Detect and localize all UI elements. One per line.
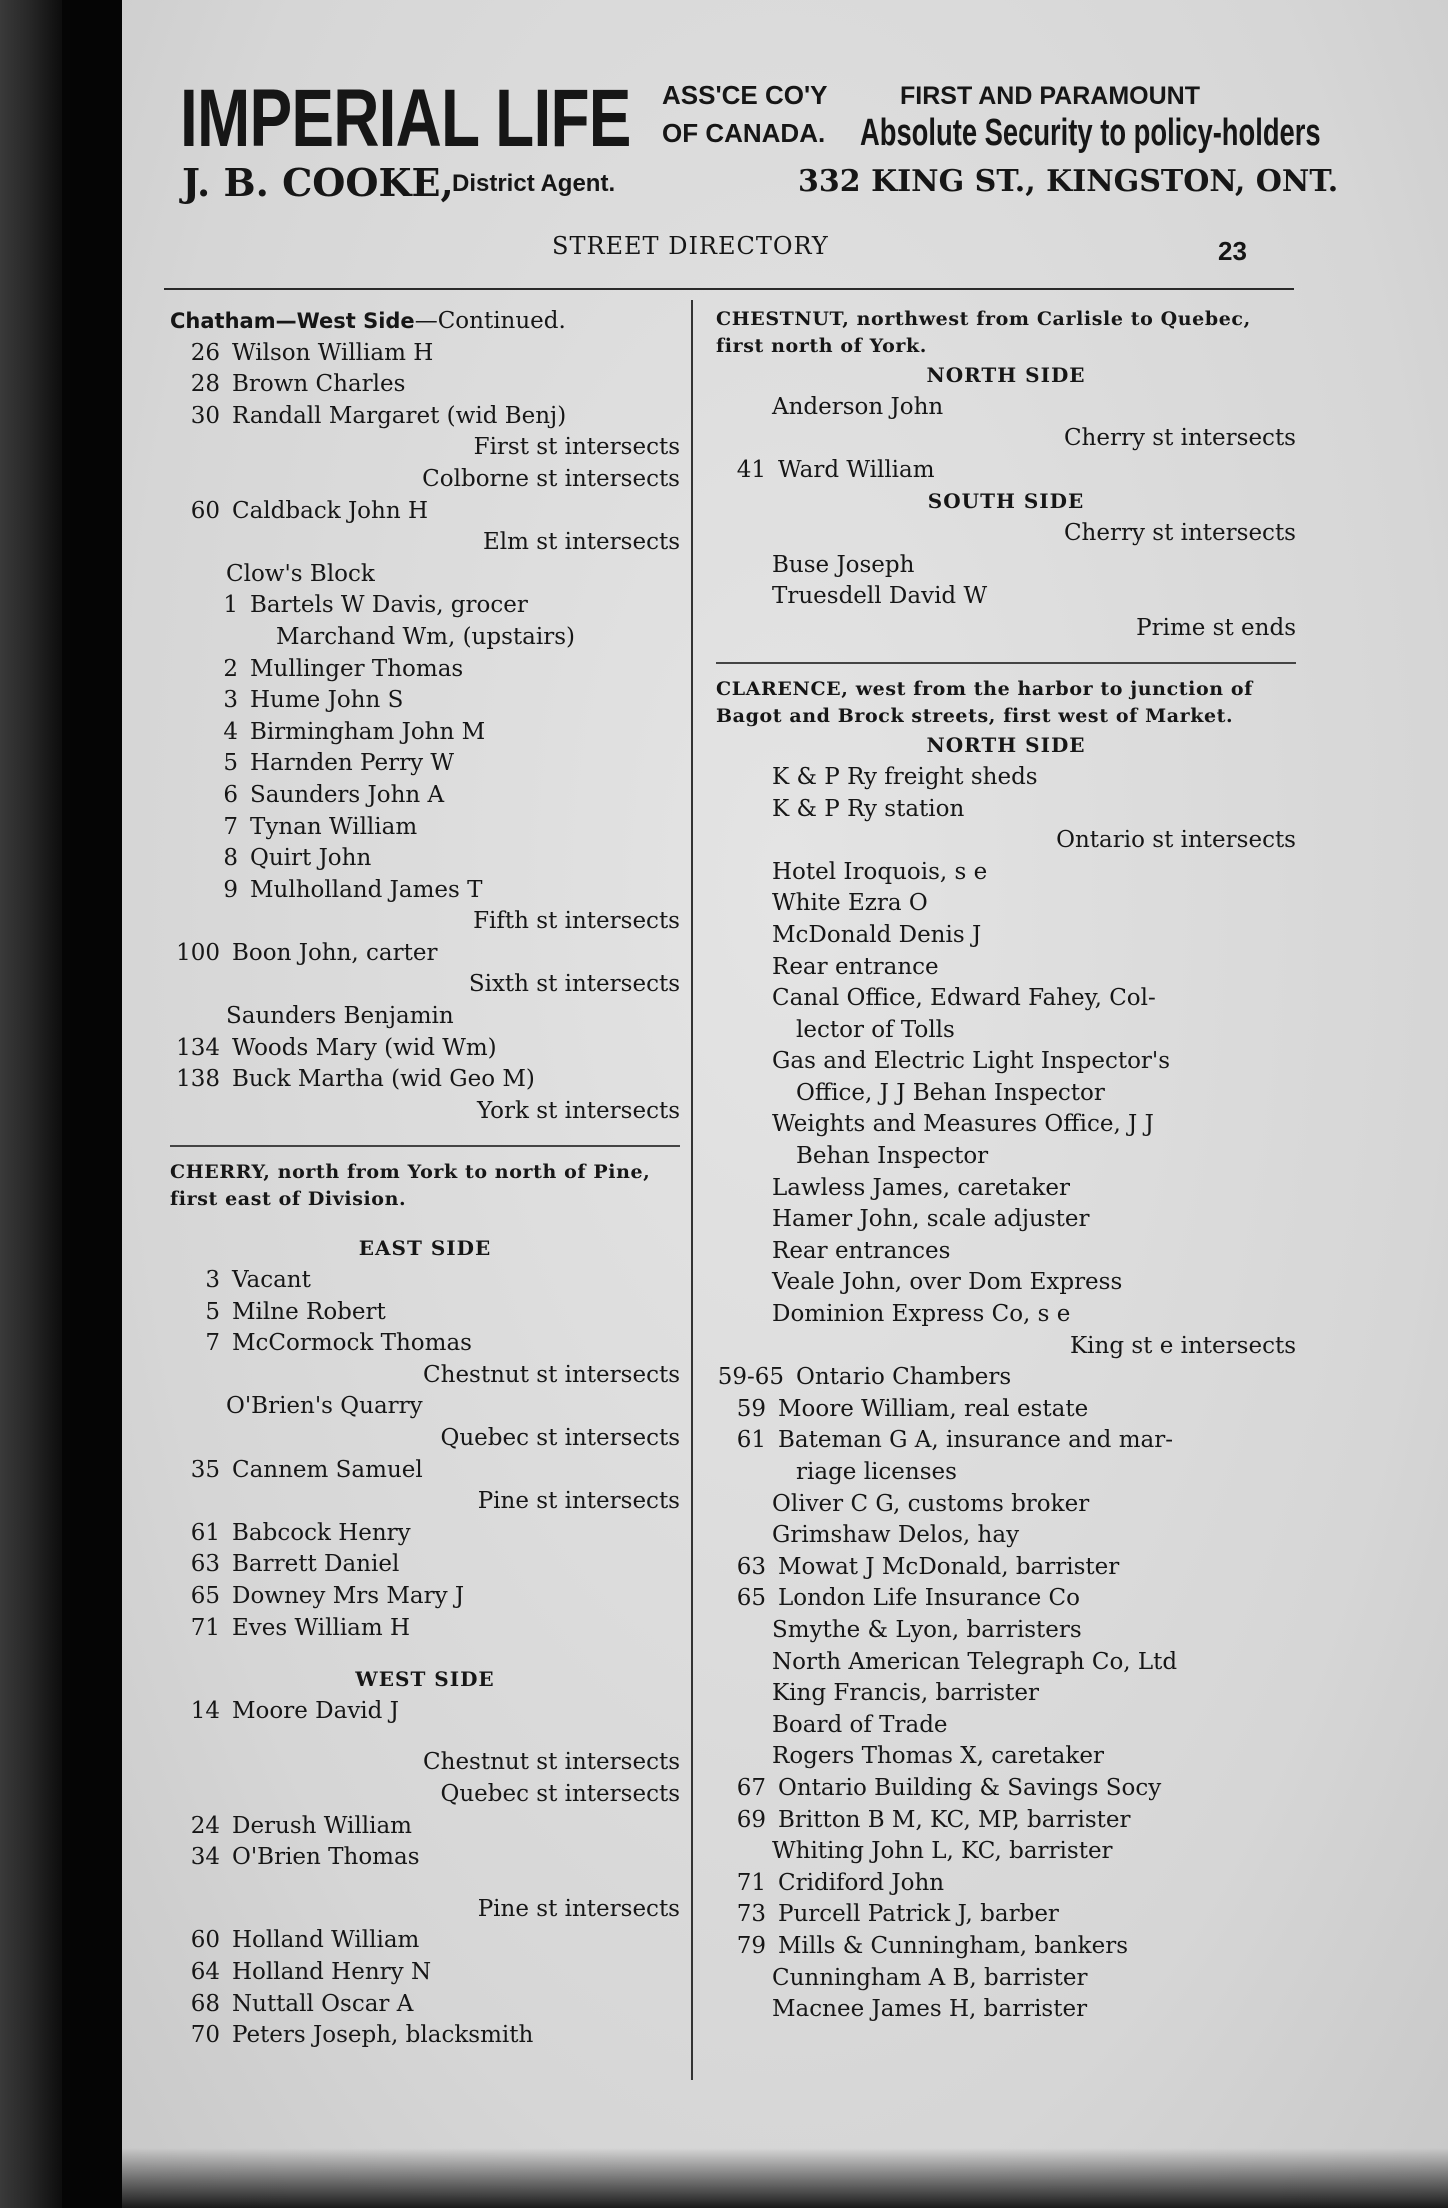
- directory-entry: [716, 1805, 1296, 1837]
- resident-name: Tynan William: [250, 813, 418, 840]
- resident-name: Birmingham John M: [250, 718, 486, 745]
- directory-entry: [170, 748, 680, 780]
- house-number: 73: [736, 1901, 766, 1928]
- resident-name: Mowat J McDonald, barrister: [778, 1553, 1120, 1580]
- resident-name: Clow's Block: [226, 560, 375, 587]
- house-number: 9: [223, 876, 238, 903]
- house-number: 34: [190, 1844, 220, 1871]
- film-left-edge: [0, 0, 62, 2208]
- directory-entry: [716, 920, 1296, 952]
- resident-name: Derush William: [232, 1812, 412, 1839]
- resident-name: Nuttall Oscar A: [232, 1990, 414, 2017]
- intersection-note: [170, 464, 680, 496]
- intersection-text: Ontario st intersects: [1056, 827, 1296, 854]
- resident-name: Ontario Chambers: [796, 1364, 1012, 1391]
- resident-name: Oliver C G, customs broker: [772, 1490, 1090, 1517]
- street-description: CHERRY, north from York to north of Pine, first east of Division.: [170, 1161, 651, 1211]
- directory-entry: [170, 1328, 680, 1360]
- resident-name: Bartels W Davis, grocer: [250, 592, 528, 619]
- house-number: 65: [736, 1585, 766, 1612]
- resident-name: Woods Mary (wid Wm): [232, 1034, 497, 1061]
- ad-company-name: IMPERIAL LIFE: [180, 73, 631, 164]
- directory-entry: [170, 369, 680, 401]
- resident-name: Holland Henry N: [232, 1958, 432, 1985]
- intersection-text: Elm st intersects: [483, 529, 680, 556]
- resident-name: Grimshaw Delos, hay: [772, 1522, 1020, 1549]
- directory-entry: [170, 875, 680, 907]
- side-label: [716, 730, 1296, 762]
- directory-entry: [170, 1391, 680, 1423]
- column-divider: [691, 300, 693, 2080]
- house-number: 3: [205, 1267, 220, 1294]
- intersection-text: Chestnut st intersects: [423, 1361, 680, 1388]
- intersection-note: [170, 1747, 680, 1779]
- resident-name: Dominion Express Co, s e: [772, 1301, 1071, 1328]
- resident-name: McDonald Denis J: [772, 921, 982, 948]
- ad-address: 332 KING ST., KINGSTON, ONT.: [798, 164, 1339, 199]
- intersection-text: Colborne st intersects: [422, 465, 680, 492]
- directory-entry: [716, 455, 1296, 487]
- directory-entry: [716, 1583, 1296, 1615]
- directory-entry: [170, 717, 680, 749]
- street-heading-bold: Chatham—West Side: [170, 309, 415, 333]
- directory-entry: [170, 1455, 680, 1487]
- house-number: 28: [190, 371, 220, 398]
- resident-name: Barrett Daniel: [232, 1551, 400, 1578]
- resident-name: Moore William, real estate: [778, 1395, 1089, 1422]
- resident-name: Canal Office, Edward Fahey, Col-: [772, 985, 1156, 1012]
- resident-name: Rear entrance: [772, 953, 939, 980]
- resident-name: Babcock Henry: [232, 1519, 411, 1546]
- spacer: [170, 1644, 680, 1664]
- directory-entry: [170, 1957, 680, 1989]
- intersection-note: [716, 518, 1296, 550]
- house-number: 1: [223, 592, 238, 619]
- directory-entry: [170, 1696, 680, 1728]
- resident-name: Mullinger Thomas: [250, 655, 464, 682]
- directory-entry: [170, 622, 680, 654]
- directory-entry: [170, 1811, 680, 1843]
- resident-name: riage licenses: [796, 1459, 957, 1485]
- continued-heading: [170, 306, 680, 338]
- house-number: 71: [736, 1869, 766, 1896]
- house-number: 14: [190, 1697, 220, 1724]
- resident-name: Wilson William H: [232, 339, 434, 366]
- directory-entry: [716, 1457, 1296, 1489]
- resident-name: Moore David J: [232, 1697, 399, 1724]
- street-description: CLARENCE, west from the harbor to junction of Bagot and Brock streets, first west of Market.: [716, 678, 1253, 728]
- resident-name: Ward William: [778, 456, 935, 483]
- intersection-text: King st e intersects: [1069, 1332, 1296, 1359]
- resident-name: Eves William H: [232, 1614, 411, 1641]
- resident-name: Boon John, carter: [232, 939, 438, 966]
- directory-page: [122, 0, 1448, 2208]
- house-number: 71: [190, 1614, 220, 1641]
- house-number: 60: [190, 1927, 220, 1954]
- resident-name: Hotel Iroquois, s e: [772, 858, 988, 885]
- resident-name: Britton B M, KC, MP, barrister: [778, 1806, 1131, 1833]
- resident-name: Cunningham A B, barrister: [772, 1964, 1088, 1991]
- directory-entry: [170, 590, 680, 622]
- house-number: 60: [190, 497, 220, 524]
- directory-entry: [170, 1001, 680, 1033]
- house-number: 7: [223, 813, 238, 840]
- film-bottom-edge: [122, 2148, 1448, 2208]
- directory-entry: [716, 1046, 1296, 1078]
- directory-entry: [716, 952, 1296, 984]
- house-number: 79: [736, 1932, 766, 1959]
- directory-entry: [716, 1836, 1296, 1868]
- resident-name: Purcell Patrick J, barber: [778, 1901, 1059, 1928]
- directory-entry: [170, 559, 680, 591]
- directory-entry: [170, 780, 680, 812]
- ad-slogan: Absolute Security to policy-holders: [860, 112, 1321, 154]
- house-number: 8: [223, 845, 238, 872]
- spacer: [170, 1213, 680, 1233]
- side-label: [170, 1664, 680, 1696]
- intersection-text: Quebec st intersects: [440, 1425, 680, 1451]
- resident-name: Randall Margaret (wid Benj): [232, 402, 567, 429]
- directory-entry: [716, 1204, 1296, 1236]
- directory-entry: [170, 938, 680, 970]
- resident-name: Hume John S: [250, 687, 404, 714]
- directory-entry: [716, 1236, 1296, 1268]
- resident-name: Board of Trade: [772, 1711, 948, 1738]
- resident-name: Hamer John, scale adjuster: [772, 1206, 1090, 1233]
- directory-entry: [716, 1078, 1296, 1110]
- resident-name: Whiting John L, KC, barrister: [772, 1838, 1113, 1865]
- house-number: 59: [736, 1395, 766, 1422]
- house-number: 64: [190, 1958, 220, 1985]
- resident-name: Holland William: [232, 1927, 420, 1954]
- house-number: 68: [190, 1990, 220, 2017]
- directory-entry: [170, 1518, 680, 1550]
- house-number: 100: [176, 939, 220, 966]
- right-column: [716, 306, 1296, 2026]
- header-rule: [164, 288, 1294, 290]
- resident-name: Lawless James, caretaker: [772, 1174, 1071, 1201]
- resident-name: Peters Joseph, blacksmith: [232, 2022, 534, 2049]
- house-number: 63: [736, 1553, 766, 1580]
- intersection-text: Cherry st intersects: [1063, 519, 1296, 546]
- directory-entry: [716, 581, 1296, 613]
- resident-name: London Life Insurance Co: [778, 1585, 1080, 1612]
- intersection-text: Sixth st intersects: [468, 971, 680, 998]
- directory-entry: [716, 1710, 1296, 1742]
- house-number: 134: [176, 1034, 220, 1061]
- resident-name: Quirt John: [250, 845, 372, 872]
- side-label: [716, 360, 1296, 392]
- directory-entry: [716, 1615, 1296, 1647]
- directory-entry: [716, 1015, 1296, 1047]
- directory-entry: [170, 1613, 680, 1645]
- directory-entry: [716, 888, 1296, 920]
- directory-entry: [716, 1552, 1296, 1584]
- intersection-note: [170, 1423, 680, 1455]
- intersection-note: [170, 1894, 680, 1926]
- intersection-text: Quebec st intersects: [440, 1780, 680, 1807]
- house-number: 59-65: [717, 1364, 784, 1391]
- directory-entry: [716, 857, 1296, 889]
- resident-name: Bateman G A, insurance and mar-: [778, 1427, 1173, 1454]
- directory-entry: [170, 1925, 680, 1957]
- resident-name: Harnden Perry W: [250, 750, 455, 777]
- ad-first-paramount: FIRST AND PARAMOUNT: [900, 82, 1200, 110]
- directory-entry: [170, 812, 680, 844]
- house-number: 70: [190, 2022, 220, 2049]
- house-number: 41: [736, 456, 766, 483]
- intersection-note: [716, 825, 1296, 857]
- intersection-text: First st intersects: [473, 434, 680, 461]
- resident-name: Macnee James H, barrister: [772, 1996, 1088, 2023]
- resident-name: Buse Joseph: [772, 551, 915, 578]
- directory-entry: [716, 983, 1296, 1015]
- intersection-note: [170, 906, 680, 938]
- house-number: 35: [190, 1456, 220, 1483]
- directory-entry: [170, 401, 680, 433]
- directory-entry: [716, 1394, 1296, 1426]
- directory-entry: [716, 550, 1296, 582]
- directory-entry: [170, 1297, 680, 1329]
- intersection-note: [170, 1360, 680, 1392]
- directory-entry: [716, 1741, 1296, 1773]
- intersection-text: Cherry st intersects: [1063, 425, 1296, 452]
- house-number: 67: [736, 1774, 766, 1801]
- directory-entry: [716, 762, 1296, 794]
- ad-assce-text: ASS'CE CO'Y: [662, 80, 828, 110]
- resident-name: Office, J J Behan Inspector: [796, 1079, 1105, 1106]
- directory-entry: [716, 1963, 1296, 1995]
- resident-name: Weights and Measures Office, J J: [772, 1111, 1154, 1138]
- resident-name: Brown Charles: [232, 371, 406, 398]
- resident-name: O'Brien Thomas: [232, 1844, 420, 1871]
- intersection-text: Prime st ends: [1136, 614, 1296, 641]
- directory-entry: [716, 1109, 1296, 1141]
- running-head: STREET DIRECTORY: [552, 232, 829, 260]
- directory-entry: [716, 1489, 1296, 1521]
- resident-name: Ontario Building & Savings Socy: [778, 1774, 1162, 1801]
- resident-name: K & P Ry freight sheds: [772, 763, 1038, 790]
- directory-entry: [716, 1868, 1296, 1900]
- directory-entry: [170, 1581, 680, 1613]
- resident-name: Cannem Samuel: [232, 1456, 423, 1483]
- resident-name: Anderson John: [772, 393, 944, 420]
- intersection-note: [170, 969, 680, 1001]
- side-label-text: SOUTH SIDE: [927, 489, 1085, 514]
- resident-name: North American Telegraph Co, Ltd: [772, 1648, 1178, 1675]
- directory-entry: [716, 1931, 1296, 1963]
- resident-name: O'Brien's Quarry: [226, 1393, 423, 1420]
- resident-name: K & P Ry station: [772, 795, 965, 822]
- house-number: 5: [205, 1298, 220, 1325]
- resident-name: Veale John, over Dom Express: [772, 1269, 1123, 1296]
- section-separator: [170, 1145, 680, 1147]
- directory-entry: [716, 1141, 1296, 1173]
- intersection-note: [170, 527, 680, 559]
- directory-entry: [170, 1064, 680, 1096]
- directory-entry: [170, 1842, 680, 1874]
- spacer: [170, 1727, 680, 1747]
- ad-agent-title: District Agent.: [452, 170, 616, 197]
- directory-entry: [716, 1678, 1296, 1710]
- page-number: 23: [1218, 236, 1247, 266]
- resident-name: Saunders Benjamin: [226, 1003, 454, 1030]
- directory-entry: [170, 1033, 680, 1065]
- directory-entry: [716, 1647, 1296, 1679]
- directory-entry: [716, 1520, 1296, 1552]
- side-label-text: NORTH SIDE: [926, 363, 1086, 387]
- resident-name: lector of Tolls: [796, 1016, 955, 1043]
- directory-entry: [170, 1265, 680, 1297]
- intersection-note: [170, 1486, 680, 1518]
- intersection-text: Pine st intersects: [477, 1895, 680, 1922]
- directory-entry: [170, 338, 680, 370]
- resident-name: Milne Robert: [232, 1298, 386, 1325]
- intersection-note: [170, 432, 680, 464]
- resident-name: Mulholland James T: [250, 876, 483, 903]
- resident-name: Downey Mrs Mary J: [232, 1582, 465, 1609]
- directory-entry: [716, 1899, 1296, 1931]
- resident-name: McCormock Thomas: [232, 1330, 472, 1357]
- directory-entry: [716, 1425, 1296, 1457]
- resident-name: Rogers Thomas X, caretaker: [772, 1743, 1104, 1770]
- directory-entry: [170, 843, 680, 875]
- intersection-text: Fifth st intersects: [473, 908, 680, 935]
- section-separator: [716, 662, 1296, 664]
- page-binding-shadow: [62, 0, 122, 2208]
- directory-entry: [170, 685, 680, 717]
- resident-name: Caldback John H: [232, 497, 429, 524]
- house-number: 7: [205, 1330, 220, 1357]
- directory-entry: [716, 1362, 1296, 1394]
- intersection-note: [170, 1096, 680, 1128]
- left-column: [170, 306, 680, 2052]
- resident-name: King Francis, barrister: [772, 1680, 1039, 1707]
- house-number: 24: [190, 1812, 220, 1839]
- resident-name: Cridiford John: [778, 1869, 945, 1896]
- directory-entry: [170, 654, 680, 686]
- directory-entry: [716, 1267, 1296, 1299]
- resident-name: Marchand Wm, (upstairs): [276, 623, 575, 650]
- house-number: 2: [223, 655, 238, 682]
- house-number: 63: [190, 1551, 220, 1578]
- resident-name: Behan Inspector: [796, 1143, 989, 1170]
- ad-of-canada: OF CANADA.: [662, 118, 826, 148]
- directory-entry: [716, 392, 1296, 424]
- intersection-note: [716, 1331, 1296, 1363]
- side-label-text: NORTH SIDE: [926, 733, 1086, 758]
- house-number: 5: [223, 750, 238, 777]
- directory-entry: [170, 1549, 680, 1581]
- intersection-note: [716, 613, 1296, 645]
- directory-entry: [170, 496, 680, 528]
- directory-entry: [170, 1989, 680, 2021]
- advertisement-banner: [180, 74, 1380, 214]
- intersection-note: [170, 1779, 680, 1811]
- intersection-text: York st intersects: [477, 1097, 680, 1124]
- directory-entry: [716, 1173, 1296, 1205]
- resident-name: Gas and Electric Light Inspector's: [772, 1048, 1171, 1075]
- directory-entry: [716, 1299, 1296, 1331]
- resident-name: Mills & Cunningham, bankers: [778, 1932, 1128, 1959]
- directory-entry: [170, 2020, 680, 2052]
- directory-entry: [716, 1773, 1296, 1805]
- intersection-text: Chestnut st intersects: [423, 1749, 680, 1776]
- intersection-note: [716, 423, 1296, 455]
- intersection-text: Pine st intersects: [477, 1488, 680, 1515]
- spacer: [170, 1874, 680, 1894]
- house-number: 3: [223, 687, 238, 714]
- street-heading-continued: —Continued.: [414, 308, 566, 334]
- side-label-text: EAST SIDE: [358, 1236, 492, 1261]
- resident-name: Buck Martha (wid Geo M): [232, 1066, 535, 1093]
- house-number: 61: [190, 1519, 220, 1546]
- street-description: CHESTNUT, northwest from Carlisle to Quebec, first north of York.: [716, 308, 1251, 357]
- house-number: 65: [190, 1582, 220, 1609]
- resident-name: Saunders John A: [250, 781, 445, 808]
- resident-name: White Ezra O: [772, 890, 928, 917]
- resident-name: Rear entrances: [772, 1237, 951, 1264]
- house-number: 69: [736, 1806, 766, 1833]
- house-number: 26: [190, 339, 220, 366]
- house-number: 4: [223, 718, 238, 745]
- resident-name: Smythe & Lyon, barristers: [772, 1616, 1082, 1643]
- side-label: [716, 486, 1296, 518]
- side-label-text: WEST SIDE: [355, 1667, 495, 1692]
- directory-entry: [716, 1994, 1296, 2026]
- house-number: 138: [176, 1066, 220, 1093]
- resident-name: Vacant: [232, 1267, 311, 1294]
- resident-name: Truesdell David W: [772, 583, 988, 610]
- house-number: 61: [736, 1427, 766, 1454]
- house-number: 6: [223, 781, 238, 808]
- side-label: [170, 1233, 680, 1265]
- house-number: 30: [190, 402, 220, 429]
- directory-entry: [716, 794, 1296, 826]
- ad-agent-name: J. B. COOKE,: [182, 160, 454, 205]
